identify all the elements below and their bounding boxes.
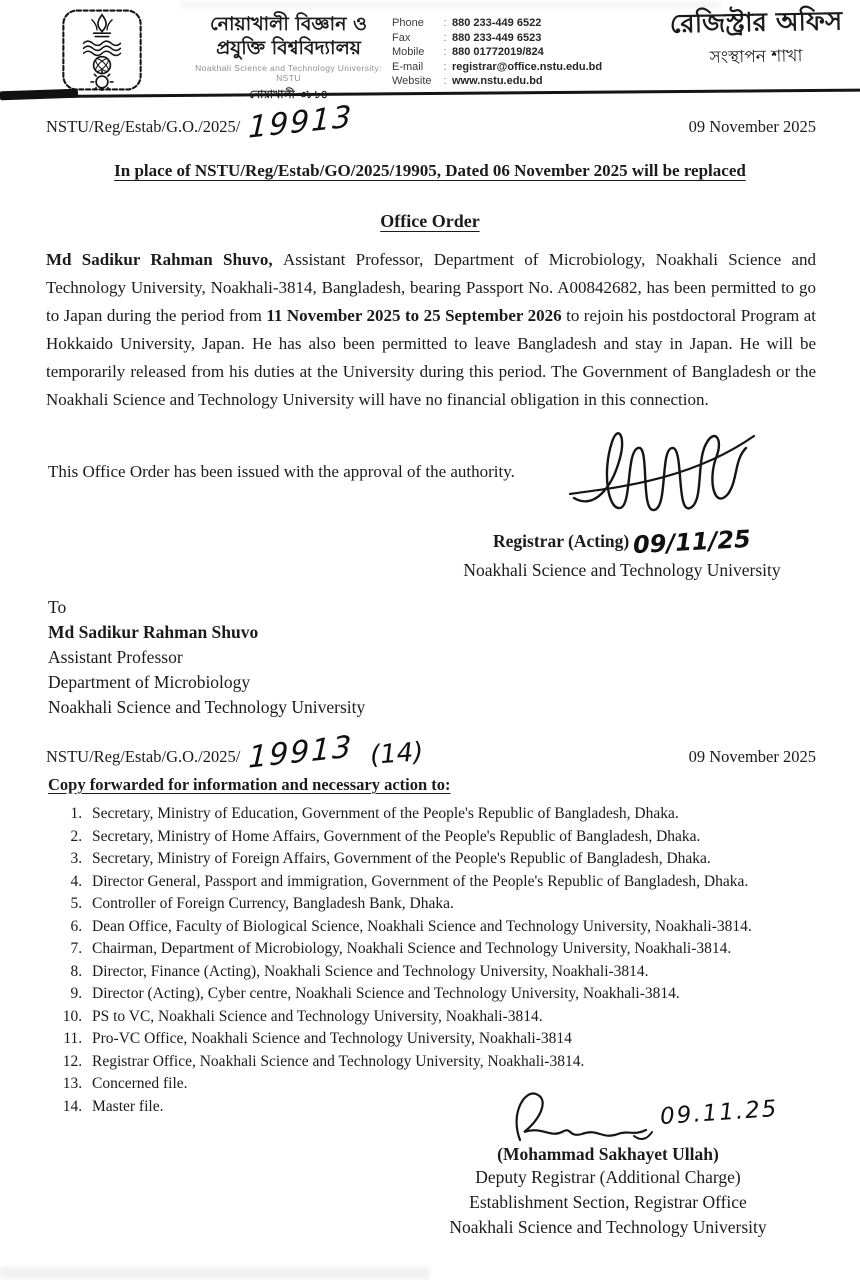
cc-list-item: 11. Pro-VC Office, Noakhali Science and Technology University, Noakhali-3814: [86, 1028, 830, 1051]
cc-list-item: 1. Secretary, Ministry of Education, Government of the People's Republic of Bangladesh, Dhaka.: [86, 803, 830, 826]
university-name-block: [186, 12, 391, 105]
cc-list-item: 8. Director, Finance (Acting), Noakhali Science and Technology University, Noakhali-3814.: [86, 961, 830, 984]
signature-date-handwritten: 09/11/25: [632, 524, 752, 560]
registrar-office-block: [666, 8, 846, 72]
contact-value: 880 233-449 6522: [452, 17, 542, 29]
registrar-office-bengali: রেজিস্ট্রার অফিস: [669, 6, 843, 40]
addressee-department: Department of Microbiology: [48, 672, 251, 692]
contact-row-fax: [392, 31, 602, 46]
replacement-notice: In place of NSTU/Reg/Estab/GO/2025/19905, Dated 06 November 2025 will be replaced: [114, 161, 746, 180]
cc-list-item: 13. Concerned file.: [86, 1073, 830, 1096]
establishment-section-bengali: সংস্থাপন শাখা: [709, 46, 803, 68]
signatory-title: Registrar (Acting): [493, 531, 630, 551]
reference-prefix: NSTU/Reg/Estab/G.O./2025/: [46, 747, 241, 766]
document-date: 09 November 2025: [688, 117, 816, 136]
registrar-signature-block: [432, 482, 812, 581]
reference-prefix: NSTU/Reg/Estab/G.O./2025/: [46, 117, 241, 136]
contact-label: Phone: [392, 17, 424, 29]
contact-colon: :: [443, 46, 447, 58]
contact-value: www.nstu.edu.bd: [452, 75, 543, 87]
cc-list-item: 14. Master file.: [86, 1096, 830, 1119]
deputy-registrar-signature-area: [408, 1092, 808, 1144]
university-name-english: Noakhali Science and Technology University: NSTU: [195, 63, 382, 83]
university-logo: [56, 8, 148, 92]
contact-value: registrar@office.nstu.edu.bd: [452, 60, 603, 73]
reference-line-2: [0, 720, 860, 776]
scan-smudge-bottom: [0, 1267, 430, 1279]
contact-colon: :: [443, 60, 447, 73]
signatory-section: Establishment Section, Registrar Office: [469, 1192, 747, 1212]
addressee-label: To: [48, 597, 67, 617]
addressee-designation: Assistant Professor: [48, 647, 183, 667]
signatory-organization: Noakhali Science and Technology University: [463, 560, 781, 580]
contact-value: 880 233-449 6523: [452, 31, 542, 44]
reference-number-handwritten: 19913: [248, 729, 355, 776]
contact-label: Website: [392, 75, 432, 87]
cc-list-item: 12. Registrar Office, Noakhali Science and Technology University, Noakhali-3814.: [86, 1051, 830, 1074]
document-title: Office Order: [380, 211, 480, 231]
addressee-name: Md Sadikur Rahman Shuvo: [48, 622, 259, 642]
contact-row-phone: [392, 16, 602, 31]
document-date: 09 November 2025: [688, 747, 816, 766]
deputy-registrar-signature-block: [408, 1092, 808, 1240]
contact-label: E-mail: [392, 60, 424, 73]
signatory-name: (Mohammad Sakhayet Ullah): [497, 1144, 719, 1164]
contact-row-mobile: [392, 45, 602, 60]
contact-row-email: [392, 60, 602, 75]
cc-list-item: 10. PS to VC, Noakhali Science and Technology University, Noakhali-3814.: [86, 1006, 830, 1029]
contact-colon: :: [443, 17, 447, 29]
signatory-title: Deputy Registrar (Additional Charge): [475, 1167, 741, 1187]
contact-colon: :: [443, 75, 447, 87]
contact-row-website: [392, 74, 602, 89]
approval-statement: This Office Order has been issued with the approval of the authority.: [48, 462, 515, 481]
registrar-signature-scrawl: [568, 418, 758, 526]
cc-list-item: 2. Secretary, Ministry of Home Affairs, Government of the People's Republic of Bangladesh, Dhaka.: [86, 826, 830, 849]
copy-forwarded-list: [52, 803, 830, 1118]
cc-list-item: 4. Director General, Passport and immigration, Government of the People's Republic of Bangladesh, Dhaka.: [86, 871, 830, 894]
cc-list-item: 5. Controller of Foreign Currency, Bangladesh Bank, Dhaka.: [86, 893, 830, 916]
university-name-bengali: নোয়াখালী বিজ্ঞান ও প্রযুক্তি বিশ্ববিদ্যালয়: [209, 13, 368, 59]
cc-list-item: 3. Secretary, Ministry of Foreign Affairs, Government of the People's Republic of Bangladesh, Dhaka.: [86, 848, 830, 871]
university-location-bengali: নোয়াখালী-৩৮১৪: [249, 88, 328, 101]
copy-count-handwritten: (14): [368, 737, 425, 771]
signatory-organization: Noakhali Science and Technology University: [449, 1217, 767, 1237]
addressee-organization: Noakhali Science and Technology University: [48, 697, 366, 717]
deputy-registrar-signature-scrawl: [506, 1088, 656, 1146]
reference-number-handwritten: 19913: [248, 99, 355, 146]
cc-list-item: 7. Chairman, Department of Microbiology, Noakhali Science and Technology University, Noakhali-3814.: [86, 938, 830, 961]
copy-forwarded-heading: Copy forwarded for information and necessary action to:: [48, 775, 451, 794]
contact-label: Mobile: [392, 46, 425, 58]
signature-date-handwritten: 09.11.25: [659, 1095, 780, 1131]
cc-list-item: 9. Director (Acting), Cyber centre, Noakhali Science and Technology University, Noakhali-3814.: [86, 983, 830, 1006]
contact-info-block: [392, 16, 602, 89]
letterhead: [0, 0, 860, 101]
signatory-title-line: [432, 524, 812, 560]
order-body-paragraph: Md Sadikur Rahman Shuvo, Assistant Professor, Department of Microbiology, Noakhali Science and Technology University, Noakhali-3814, Bangladesh, bearing Passport No. A00842682, has been permitted to go to Japan during the period from 11 November 2025 to 25 September 2026 to rejoin his postdoctoral Program at Hokkaido University, Japan. He has also been permitted to leave Bangladesh and stay in Japan. He will be temporarily released from his duties at the University during this period. The Government of Bangladesh or the Noakhali Science and Technology University will have no financial obligation in this connection.: [46, 250, 816, 409]
cc-list-item: 6. Dean Office, Faculty of Biological Science, Noakhali Science and Technology University, Noakhali-3814.: [86, 916, 830, 939]
contact-value: 880 01772019/824: [452, 46, 544, 58]
addressee-block: [48, 595, 860, 720]
reference-line-1: [0, 96, 860, 146]
contact-label: Fax: [392, 31, 411, 44]
contact-colon: :: [443, 31, 447, 44]
